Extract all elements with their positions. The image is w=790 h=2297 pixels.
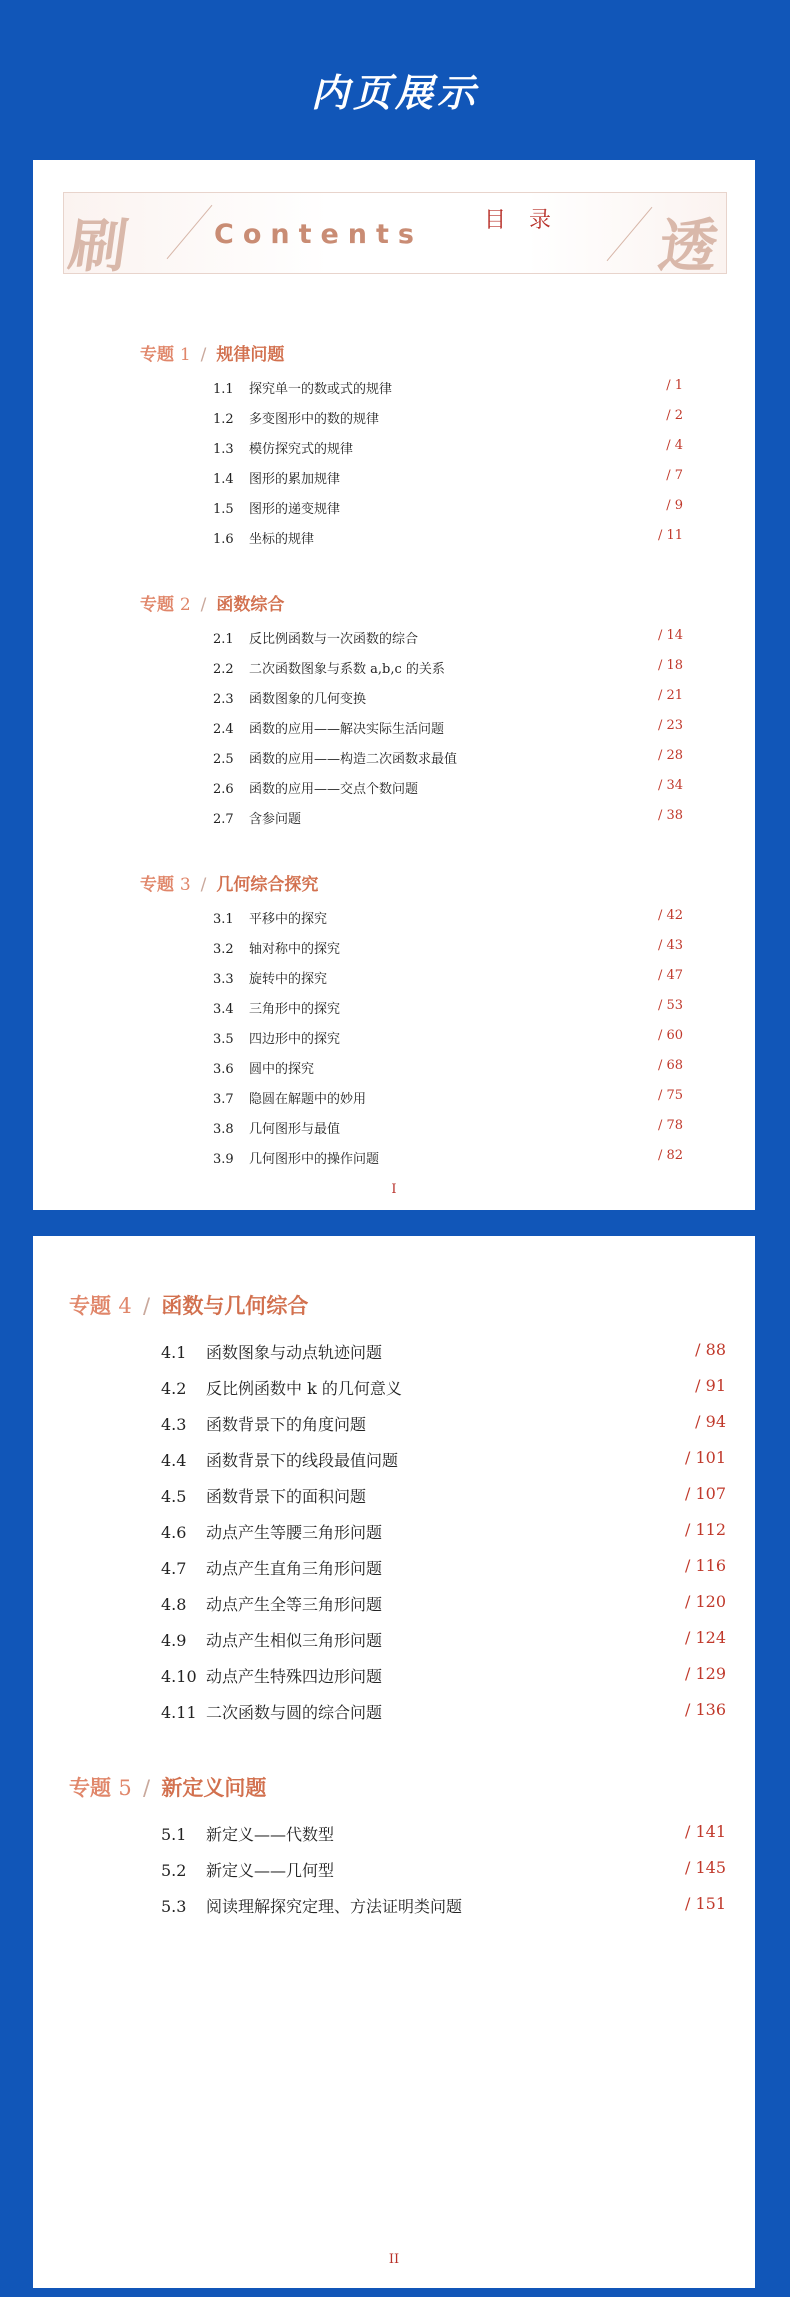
entry-index: 3.8 — [213, 1122, 234, 1137]
entry-title: 坐标的规律 — [249, 532, 315, 547]
entry-page: / 82 — [657, 1148, 683, 1163]
entry-index: 4.1 — [161, 1343, 187, 1362]
entry-title: 几何图形与最值 — [249, 1122, 341, 1137]
toc-entry[interactable] — [213, 688, 683, 708]
entry-index: 3.4 — [213, 1002, 234, 1017]
chapter-label: 专题 — [140, 345, 174, 365]
toc-entry[interactable] — [213, 778, 683, 798]
entry-index: 3.7 — [213, 1092, 234, 1107]
entry-index: 1.4 — [213, 472, 234, 487]
entry-index: 4.5 — [161, 1487, 187, 1506]
entry-page: / 124 — [684, 1628, 726, 1647]
entry-page: / 116 — [684, 1556, 726, 1575]
entry-page: / 107 — [684, 1484, 726, 1503]
entry-title: 平移中的探究 — [249, 912, 328, 927]
toc-entry[interactable] — [213, 498, 683, 518]
toc-page-1 — [33, 160, 755, 1210]
entry-index: 1.2 — [213, 412, 234, 427]
entry-title: 动点产生直角三角形问题 — [206, 1559, 383, 1578]
entry-title: 动点产生相似三角形问题 — [206, 1631, 383, 1650]
chapter-number: 2 — [179, 595, 191, 615]
toc-entry[interactable] — [161, 1340, 726, 1364]
banner-title: 内页展示 — [310, 71, 479, 115]
entry-title: 阅读理解探究定理、方法证明类问题 — [206, 1897, 463, 1916]
entry-title: 函数图象的几何变换 — [249, 692, 367, 707]
entry-page: / 1 — [666, 378, 683, 393]
entry-page: / 28 — [657, 748, 683, 763]
entry-index: 3.2 — [213, 942, 234, 957]
entry-title: 二次函数图象与系数 a,b,c 的关系 — [249, 662, 445, 677]
toc-entry[interactable] — [213, 1058, 683, 1078]
toc-entry[interactable] — [161, 1592, 726, 1616]
entry-page: / 78 — [657, 1118, 683, 1133]
chapter-name: 新定义问题 — [161, 1776, 267, 1800]
chapter-number: 5 — [118, 1776, 132, 1800]
entry-index: 4.11 — [161, 1703, 197, 1722]
entry-page: / 34 — [657, 778, 683, 793]
toc-entry[interactable] — [213, 1028, 683, 1048]
entry-title: 动点产生特殊四边形问题 — [206, 1667, 383, 1686]
entry-page: / 101 — [684, 1448, 726, 1467]
page-number: I — [391, 1182, 397, 1197]
entry-title: 函数的应用——解决实际生活问题 — [249, 722, 445, 737]
toc-entry[interactable] — [161, 1376, 726, 1400]
chapter-name: 规律问题 — [216, 345, 285, 365]
divider-slash — [167, 205, 213, 259]
toc-entry[interactable] — [213, 998, 683, 1018]
toc-entry[interactable] — [213, 628, 683, 648]
entry-title: 反比例函数中 k 的几何意义 — [206, 1379, 402, 1398]
entry-page: / 145 — [684, 1858, 726, 1877]
toc-entry[interactable] — [213, 808, 683, 828]
entry-page: / 136 — [684, 1700, 726, 1719]
entry-title: 模仿探究式的规律 — [249, 442, 354, 457]
entry-index: 1.5 — [213, 502, 234, 517]
entry-page: / 94 — [695, 1412, 726, 1431]
toc-entry[interactable] — [161, 1520, 726, 1544]
entry-title: 几何图形中的操作问题 — [249, 1152, 380, 1167]
chapter-label: 专题 — [140, 875, 174, 895]
entry-index: 5.3 — [161, 1897, 187, 1916]
divider-slash — [607, 207, 653, 261]
toc-entry[interactable] — [213, 408, 683, 428]
entry-page: / 14 — [657, 628, 683, 643]
toc-entry[interactable] — [213, 658, 683, 678]
entry-page: / 53 — [657, 998, 683, 1013]
toc-entry[interactable] — [161, 1556, 726, 1580]
toc-entry[interactable] — [161, 1858, 726, 1882]
entry-title: 函数的应用——交点个数问题 — [249, 782, 419, 797]
toc-entry[interactable] — [161, 1664, 726, 1688]
entry-page: / 75 — [657, 1088, 683, 1103]
chapter-label: 专题 — [140, 595, 174, 615]
chapter-heading: 专题 5 / 新定义问题 — [69, 1776, 267, 1800]
entry-index: 3.5 — [213, 1032, 234, 1047]
entry-page: / 91 — [695, 1376, 726, 1395]
entry-index: 2.1 — [213, 632, 234, 647]
entry-index: 2.3 — [213, 692, 234, 707]
entry-index: 3.9 — [213, 1152, 234, 1167]
entry-index: 3.6 — [213, 1062, 234, 1077]
entry-title: 函数背景下的面积问题 — [206, 1487, 367, 1506]
chapter-name: 几何综合探究 — [216, 875, 319, 895]
entry-page: / 38 — [657, 808, 683, 823]
entry-title: 三角形中的探究 — [249, 1002, 341, 1017]
entry-page: / 68 — [657, 1058, 683, 1073]
entry-page: / 23 — [657, 718, 683, 733]
entry-page: / 2 — [666, 408, 683, 423]
entry-index: 4.9 — [161, 1631, 187, 1650]
entry-title: 新定义——几何型 — [206, 1861, 335, 1880]
entry-title: 含参问题 — [249, 812, 302, 827]
chapter-number: 4 — [118, 1294, 132, 1318]
entry-index: 4.8 — [161, 1595, 187, 1614]
contents-header — [63, 192, 727, 280]
entry-title: 新定义——代数型 — [206, 1825, 335, 1844]
entry-index: 2.2 — [213, 662, 234, 677]
toc-entry[interactable] — [161, 1700, 726, 1724]
entry-page: / 151 — [684, 1894, 726, 1913]
entry-page: / 60 — [657, 1028, 683, 1043]
entry-title: 反比例函数与一次函数的综合 — [249, 632, 419, 647]
entry-page: / 129 — [684, 1664, 726, 1683]
entry-title: 二次函数与圆的综合问题 — [206, 1703, 383, 1722]
entry-title: 函数背景下的线段最值问题 — [206, 1451, 399, 1470]
entry-page: / 21 — [657, 688, 683, 703]
entry-title: 函数的应用——构造二次函数求最值 — [249, 752, 458, 767]
entry-index: 2.7 — [213, 812, 234, 827]
entry-page: / 42 — [657, 908, 683, 923]
chapter-heading: 专题 4 / 函数与几何综合 — [69, 1294, 309, 1318]
entry-index: 2.5 — [213, 752, 234, 767]
chapter-label: 专题 — [69, 1294, 111, 1318]
calligraphy-right: 透 — [654, 212, 723, 280]
entry-title: 旋转中的探究 — [249, 972, 328, 987]
toc-entry[interactable] — [213, 528, 683, 548]
toc-entry[interactable] — [161, 1484, 726, 1508]
entry-index: 2.4 — [213, 722, 234, 737]
toc-entry[interactable] — [213, 1118, 683, 1138]
entry-page: / 120 — [684, 1592, 726, 1611]
entry-index: 2.6 — [213, 782, 234, 797]
entry-index: 3.1 — [213, 912, 234, 927]
entry-index: 4.7 — [161, 1559, 187, 1578]
toc-entry[interactable] — [161, 1822, 726, 1846]
entry-title: 函数背景下的角度问题 — [206, 1415, 367, 1434]
entry-page: / 88 — [695, 1340, 726, 1359]
toc-entry[interactable] — [213, 378, 683, 398]
toc-entry[interactable] — [213, 468, 683, 488]
toc-entry[interactable] — [213, 968, 683, 988]
entry-title: 图形的累加规律 — [249, 472, 341, 487]
entry-page: / 18 — [657, 658, 683, 673]
entry-index: 4.2 — [161, 1379, 187, 1398]
entry-title: 动点产生等腰三角形问题 — [206, 1523, 383, 1542]
entry-page: / 141 — [684, 1822, 726, 1841]
entry-page: / 7 — [666, 468, 683, 483]
entry-index: 5.2 — [161, 1861, 187, 1880]
chapter-heading: 专题 1 / 规律问题 — [140, 345, 285, 365]
toc-entry[interactable] — [213, 1088, 683, 1108]
entry-index: 5.1 — [161, 1825, 187, 1844]
toc-entry[interactable] — [161, 1894, 726, 1918]
entry-title: 轴对称中的探究 — [249, 942, 341, 957]
entry-page: / 43 — [657, 938, 683, 953]
entry-page: / 9 — [666, 498, 683, 513]
entry-index: 1.1 — [213, 382, 234, 397]
chapter-name: 函数综合 — [216, 595, 285, 615]
chapter-heading: 专题 2 / 函数综合 — [140, 595, 285, 615]
toc-entry[interactable] — [213, 908, 683, 928]
entry-page: / 11 — [657, 528, 683, 543]
entry-title: 四边形中的探究 — [249, 1032, 341, 1047]
toc-entry[interactable] — [161, 1628, 726, 1652]
entry-page: / 4 — [666, 438, 683, 453]
toc-entry[interactable] — [161, 1448, 726, 1472]
toc-entry[interactable] — [213, 938, 683, 958]
chapter-name: 函数与几何综合 — [161, 1294, 309, 1318]
entry-index: 4.4 — [161, 1451, 187, 1470]
calligraphy-left: 刷 — [64, 212, 133, 280]
entry-title: 动点产生全等三角形问题 — [206, 1595, 383, 1614]
toc-entry[interactable] — [213, 1148, 683, 1168]
toc-entry[interactable] — [213, 438, 683, 458]
entry-title: 多变图形中的数的规律 — [249, 412, 380, 427]
toc-page-2 — [33, 1236, 755, 2288]
chapter-heading: 专题 3 / 几何综合探究 — [140, 875, 319, 895]
toc-entry[interactable] — [213, 718, 683, 738]
contents-title: Contents — [214, 219, 424, 250]
entry-index: 4.3 — [161, 1415, 187, 1434]
entry-index: 4.6 — [161, 1523, 187, 1542]
entry-index: 1.6 — [213, 532, 234, 547]
entry-title: 探究单一的数或式的规律 — [249, 382, 393, 397]
chapter-label: 专题 — [69, 1776, 111, 1800]
entry-title: 图形的递变规律 — [249, 502, 341, 517]
entry-title: 圆中的探究 — [249, 1062, 315, 1077]
entry-page: / 112 — [684, 1520, 726, 1539]
page-number: II — [388, 2252, 400, 2267]
entry-index: 1.3 — [213, 442, 234, 457]
entry-title: 隐圆在解题中的妙用 — [249, 1092, 367, 1107]
entry-page: / 47 — [657, 968, 683, 983]
chapter-number: 3 — [179, 875, 191, 895]
entry-index: 3.3 — [213, 972, 234, 987]
toc-title: 目 录 — [484, 208, 559, 233]
toc-entry[interactable] — [161, 1412, 726, 1436]
chapter-number: 1 — [179, 345, 191, 365]
entry-title: 函数图象与动点轨迹问题 — [206, 1343, 383, 1362]
entry-index: 4.10 — [161, 1667, 197, 1686]
toc-entry[interactable] — [213, 748, 683, 768]
